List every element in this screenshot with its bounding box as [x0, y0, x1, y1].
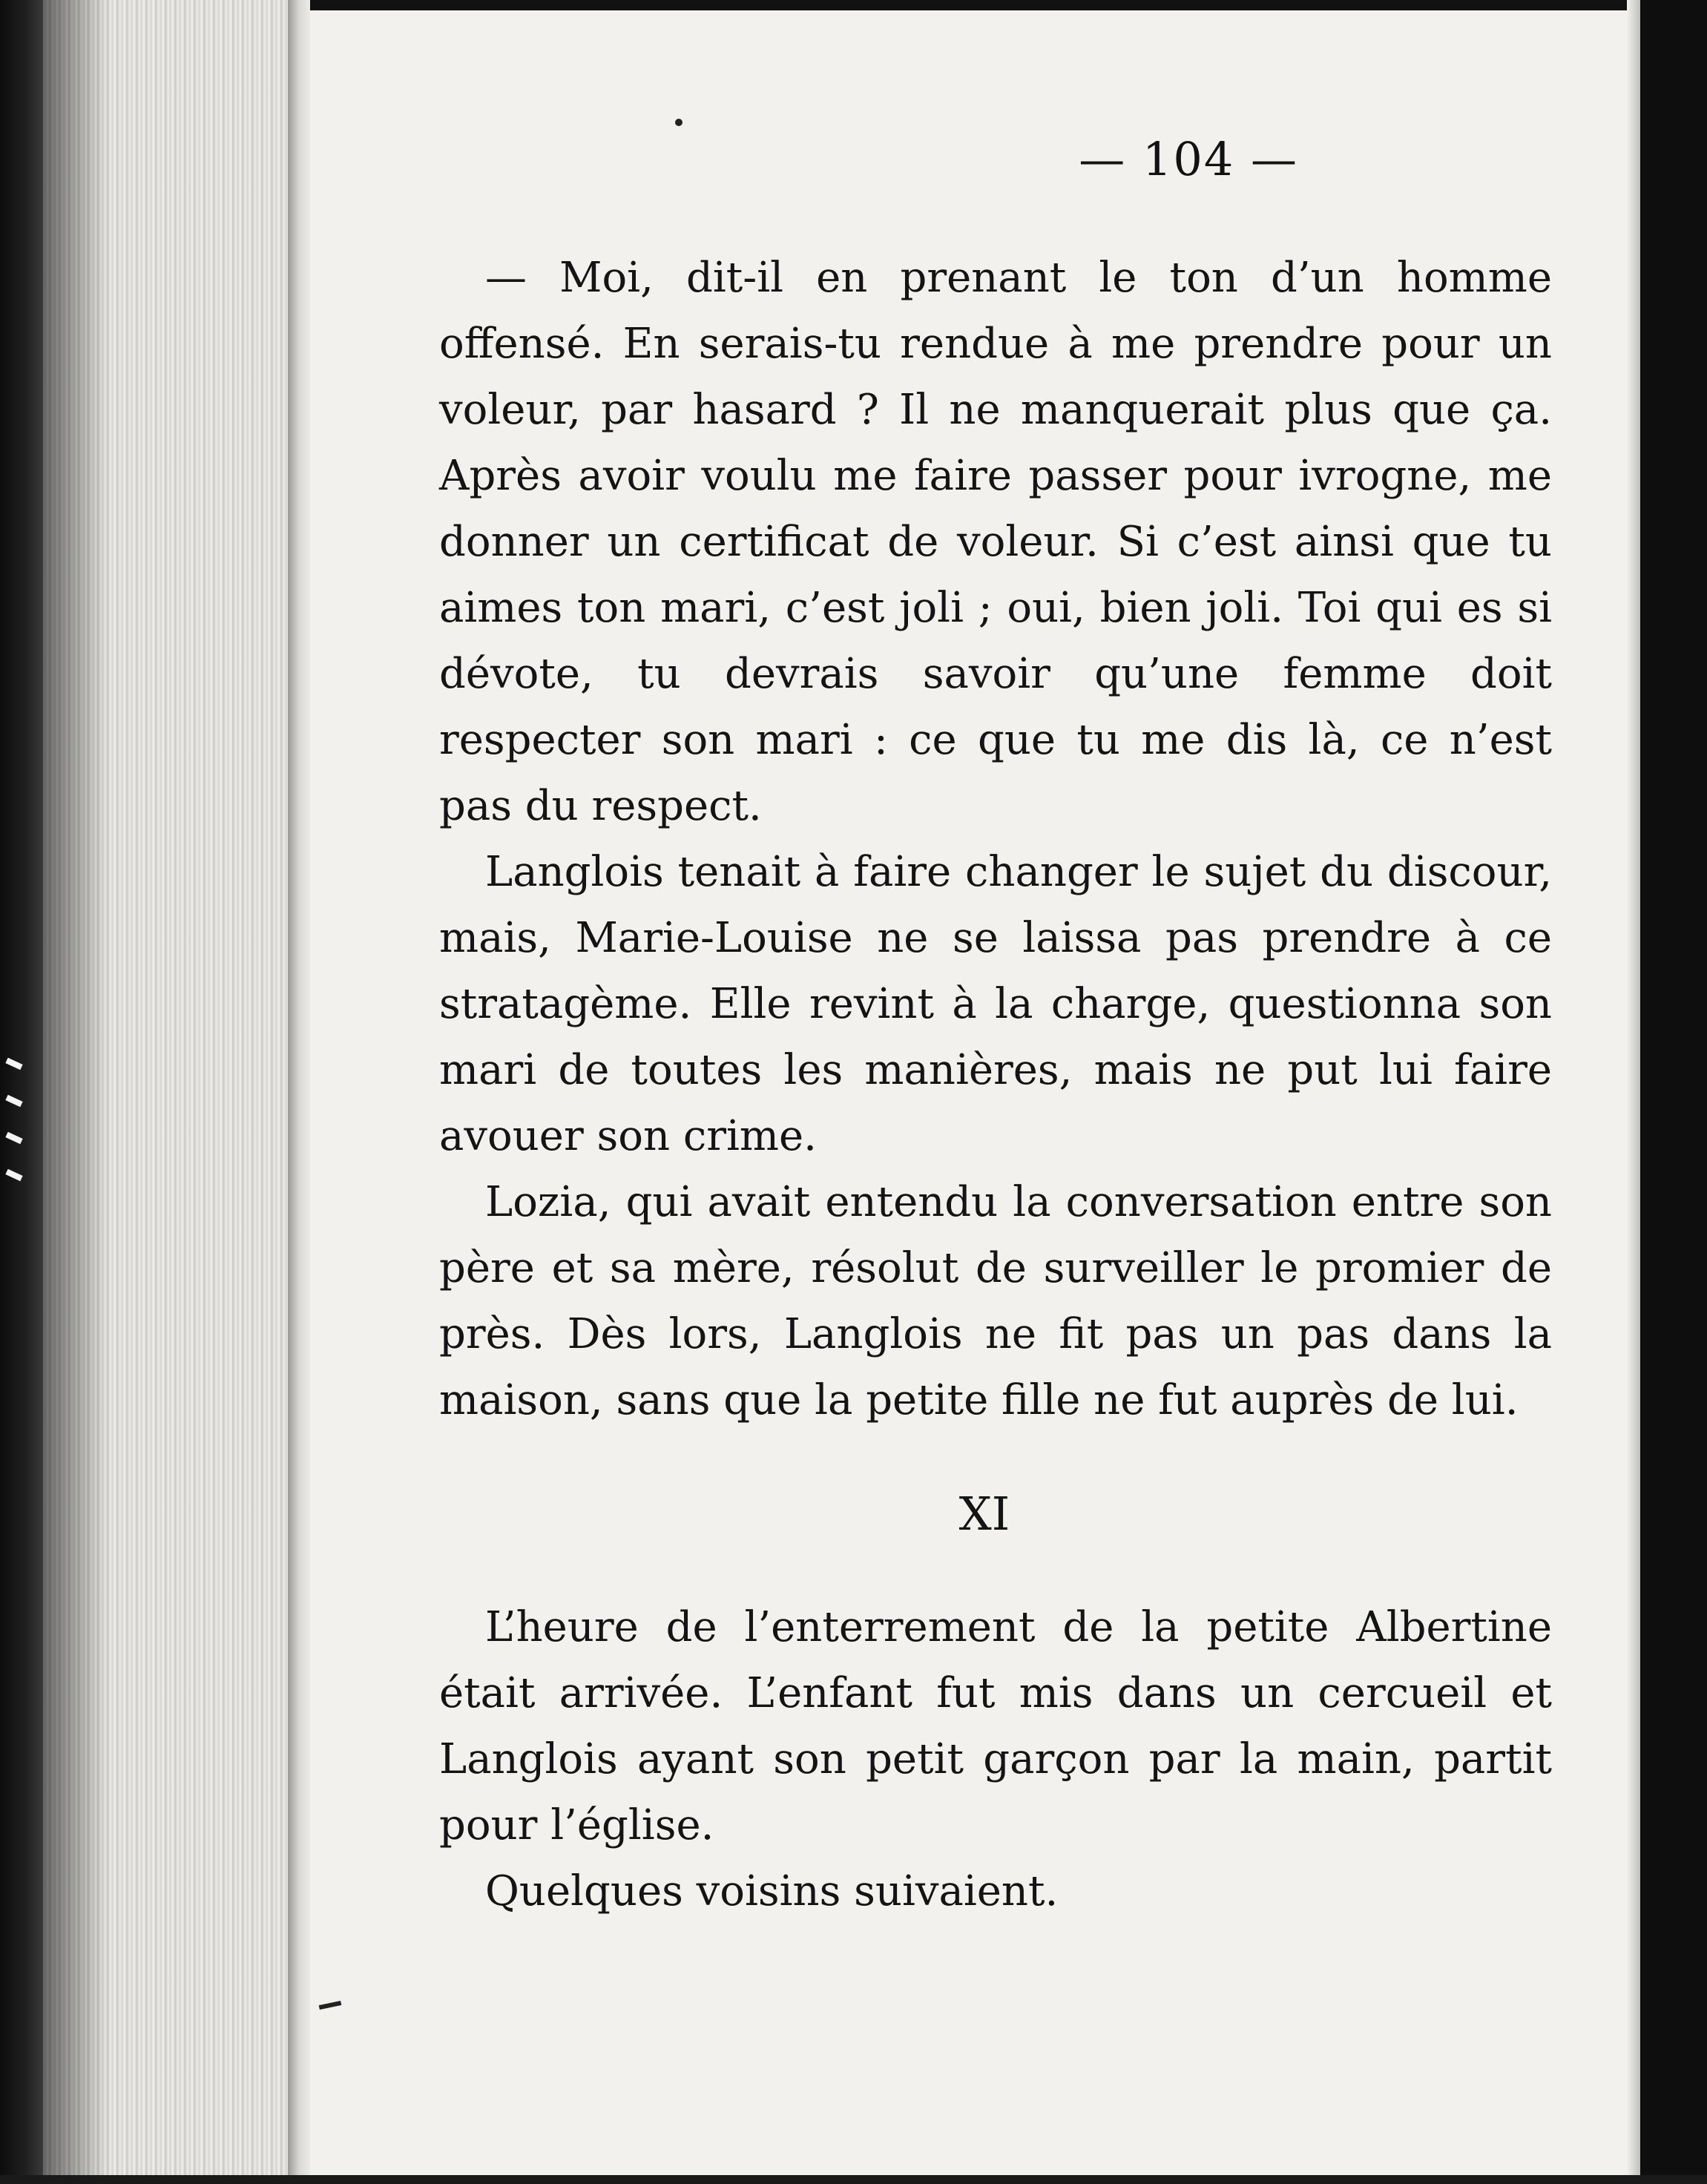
page-number: — 104 —: [1079, 132, 1298, 186]
paragraph: L’heure de l’enterrement de la petite Albertine était arrivée. L’enfant fut mis dans un cercueil et Langlois ayant son petit garçon par la main, partit pour l’église.: [439, 1603, 1552, 1849]
printed-page: [312, 0, 1626, 2184]
paragraph: Quelques voisins suivaient.: [485, 1867, 1059, 1915]
ink-dot: [675, 119, 683, 126]
page-right-edge: [1627, 0, 1640, 2184]
paragraph: — Moi, dit-il en prenant le ton d’un homme offensé. En serais-tu rendue à me prendre pour un voleur, par hasard ? Il ne manquerait plus que ça. Après avoir voulu me faire passer pour ivrogne, me donner un certificat de voleur. Si c’est ainsi que tu aimes ton mari, c’est joli ; oui, bien joli. Toi qui es si dévote, tu devrais savoir qu’une femme doit respecter son mari : ce que tu me dis là, ce n’est pas du respect.: [439, 254, 1552, 830]
paragraph: Lozia, qui avait entendu la conversation entre son père et sa mère, résolut de surveiller le promier de près. Dès lors, Langlois ne fit pas un pas dans la maison, sans que la petite fille ne fut auprès de lui.: [439, 1178, 1552, 1424]
binding-marks: [0, 1053, 30, 1217]
page-stack-shadow: [43, 0, 110, 2184]
scan-border-right: [1640, 0, 1707, 2184]
chapter-heading: XI: [958, 1487, 1010, 1541]
body-text: [439, 245, 1552, 1924]
book-gutter: [288, 0, 310, 2184]
paragraph: Langlois tenait à faire changer le sujet du discour, mais, Marie-Louise ne se laissa pas prendre à ce stratagème. Elle revint à la charge, questionna son mari de toutes les manières, mais ne put lui faire avouer son crime.: [439, 848, 1552, 1160]
